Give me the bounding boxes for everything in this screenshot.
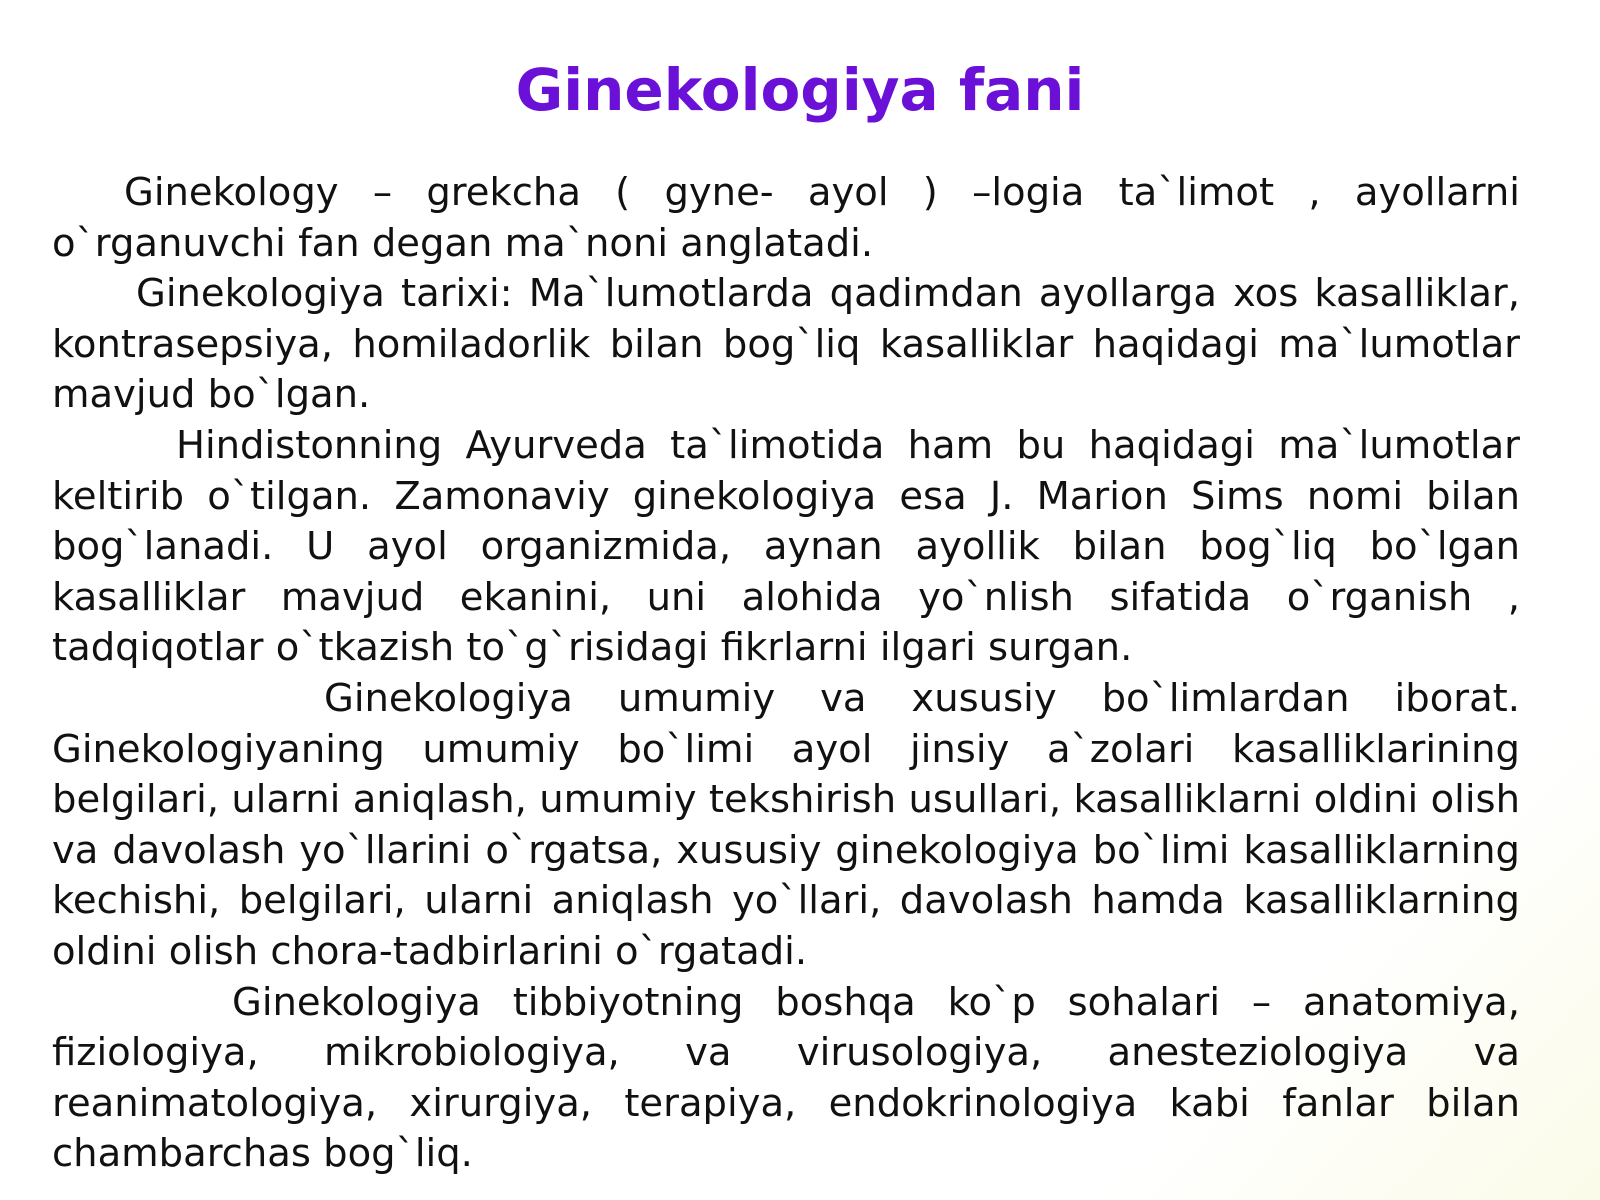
slide-title: Ginekologiya fani [515, 56, 1085, 124]
paragraph-sections: Ginekologiya umumiy va xususiy bo`limlardan iborat. Ginekologiyaning umumiy bo`limi ayol jinsiy a`zolari kasalliklarining belgilari, ularni aniqlash, umumiy tekshirish usullari, kasalliklarni oldini olish va davolash yo`llarini o`rgatsa, xususiy ginekologiya bo`limi kasalliklarning kechishi, belgilari, ularni aniqlash yo`llari, davolash hamda kasalliklarning oldini olish chora-tadbirlarini o`rgatadi. [52, 675, 1520, 974]
paragraph-ayurveda-sims: Hindistonning Ayurveda ta`limotida ham bu haqidagi ma`lumotlar keltirib o`tilgan. Zamonaviy ginekologiya esa J. Marion Sims nomi bilan bog`lanadi. U ayol organizmida, aynan ayollik bilan bog`liq bo`lgan kasalliklar mavjud ekanini, uni alohida yo`nlish sifatida o`rganish , tadqiqotlar o`tkazish to`g`risidagi fikrlarni ilgari surgan. [52, 422, 1520, 671]
slide-body [52, 168, 1520, 1180]
paragraph-history: Ginekologiya tarixi: Ma`lumotlarda qadimdan ayollarga xos kasalliklar, kontrasepsiya, homiladorlik bilan bog`liq kasalliklar haqidagi ma`lumotlar mavjud bo`lgan. [52, 271, 1520, 418]
paragraph-related-fields: Ginekologiya tibbiyotning boshqa ko`p sohalari – anatomiya, fiziologiya, mikrobiologiya, va virusologiya, anesteziologiya va reanimatologiya, xirurgiya, terapiya, endokrinologiya kabi fanlar bilan chambarchas bog`liq. [52, 979, 1520, 1177]
paragraph-definition: Ginekology – grekcha ( gyne- ayol ) –logia ta`limot , ayollarni o`rganuvchi fan degan ma`noni anglatadi. [52, 170, 1520, 266]
